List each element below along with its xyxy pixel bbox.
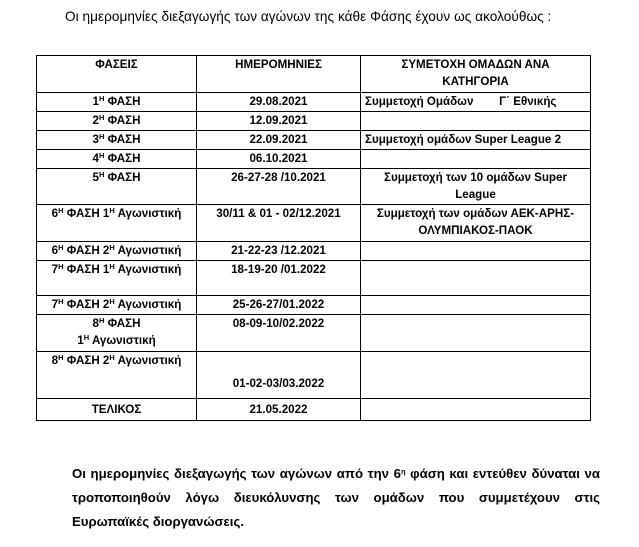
phase-cell: $5^H$ ΦΑΣΗ (37, 169, 197, 205)
table-row (37, 315, 591, 352)
date-cell: 26-27-28 /10.2021 (197, 169, 361, 205)
date-cell: 06.10.2021 (197, 150, 361, 169)
table-row (37, 93, 591, 112)
date-cell: 01-02-03/03.2022 (197, 352, 361, 399)
table-row (37, 169, 591, 205)
table-row (37, 131, 591, 150)
phase-cell: $2^H$ ΦΑΣΗ (37, 112, 197, 131)
table-row (37, 296, 591, 315)
table-row (37, 205, 591, 242)
date-cell: 29.08.2021 (197, 93, 361, 112)
participation-cell (361, 261, 591, 296)
intro-text: Οι ημερομηνίες διεξαγωγής των αγώνων της κάθε Φάσης έχουν ως ακολούθως : (65, 9, 552, 24)
date-cell: 21-22-23 /12.2021 (197, 242, 361, 261)
header-phases: ΦΑΣΕΙΣ (37, 56, 197, 93)
table-row (37, 352, 591, 399)
date-cell: 22.09.2021 (197, 131, 361, 150)
phases-table (36, 55, 591, 421)
phase-cell: $7^H$ ΦΑΣΗ $1^H$ Αγωνιστική (37, 261, 197, 296)
participation-cell: Συμμετοχή των ομάδων ΑΕΚ-ΑΡΗΣ- ΟΛΥΜΠΙΑΚΟΣ-ΠΑΟΚ (361, 205, 591, 242)
date-cell: 21.05.2022 (197, 399, 361, 421)
phase-cell: $3^H$ ΦΑΣΗ (37, 131, 197, 150)
table-header-row (37, 56, 591, 93)
participation-cell (361, 296, 591, 315)
phase-cell: $8^H$ ΦΑΣΗ $1^H$ Αγωνιστική (37, 315, 197, 352)
date-cell: 30/11 & 01 - 02/12.2021 (197, 205, 361, 242)
header-participation-line2: ΚΑΤΗΓΟΡΙΑ (442, 75, 509, 88)
participation-cell: Συμμετοχή των 10 ομάδων Super League (361, 169, 591, 205)
table-row (37, 399, 591, 421)
table-row (37, 242, 591, 261)
header-participation (361, 56, 591, 93)
table-row (37, 150, 591, 169)
phase-cell: $6^H$ ΦΑΣΗ $2^H$ Αγωνιστική (37, 242, 197, 261)
phase-cell: $7^H$ ΦΑΣΗ $2^H$ Αγωνιστική (37, 296, 197, 315)
date-cell: 12.09.2021 (197, 112, 361, 131)
date-cell: 25-26-27/01.2022 (197, 296, 361, 315)
phase-cell: $1^H$ ΦΑΣΗ (37, 93, 197, 112)
header-dates: ΗΜΕΡΟΜΗΝΙΕΣ (197, 56, 361, 93)
phase-cell: $8^H$ ΦΑΣΗ $2^H$ Αγωνιστική (37, 352, 197, 399)
header-participation-line1: ΣΥΜΕΤΟΧΗ ΟΜΑΔΩΝ ΑΝΑ (401, 58, 550, 71)
table-row (37, 112, 591, 131)
date-cell: 18-19-20 /01.2022 (197, 261, 361, 296)
participation-cell (361, 399, 591, 421)
participation-cell: Συμμετοχή Ομάδων Γ΄ Εθνικής (361, 93, 591, 112)
phase-cell: ΤΕΛΙΚΟΣ (37, 399, 197, 421)
participation-cell (361, 150, 591, 169)
date-cell: 08-09-10/02.2022 (197, 315, 361, 352)
phase-cell: $6^H$ ΦΑΣΗ $1^H$ Αγωνιστική (37, 205, 197, 242)
participation-cell (361, 315, 591, 352)
participation-cell: Συμμετοχή ομάδων Super League 2 (361, 131, 591, 150)
table-row (37, 261, 591, 296)
participation-cell (361, 112, 591, 131)
participation-cell (361, 352, 591, 399)
phase-cell: $4^H$ ΦΑΣΗ (37, 150, 197, 169)
notice-text: Οι ημερομηνίες διεξαγωγής των αγώνων από την $6^\eta$ φάση και εντεύθεν δύναται να τροποποιηθούν λόγω διευκόλυνσης των ομάδων που συμμετέχουν στις Ευρωπαϊκές διοργανώσεις. (72, 466, 600, 529)
participation-cell (361, 242, 591, 261)
